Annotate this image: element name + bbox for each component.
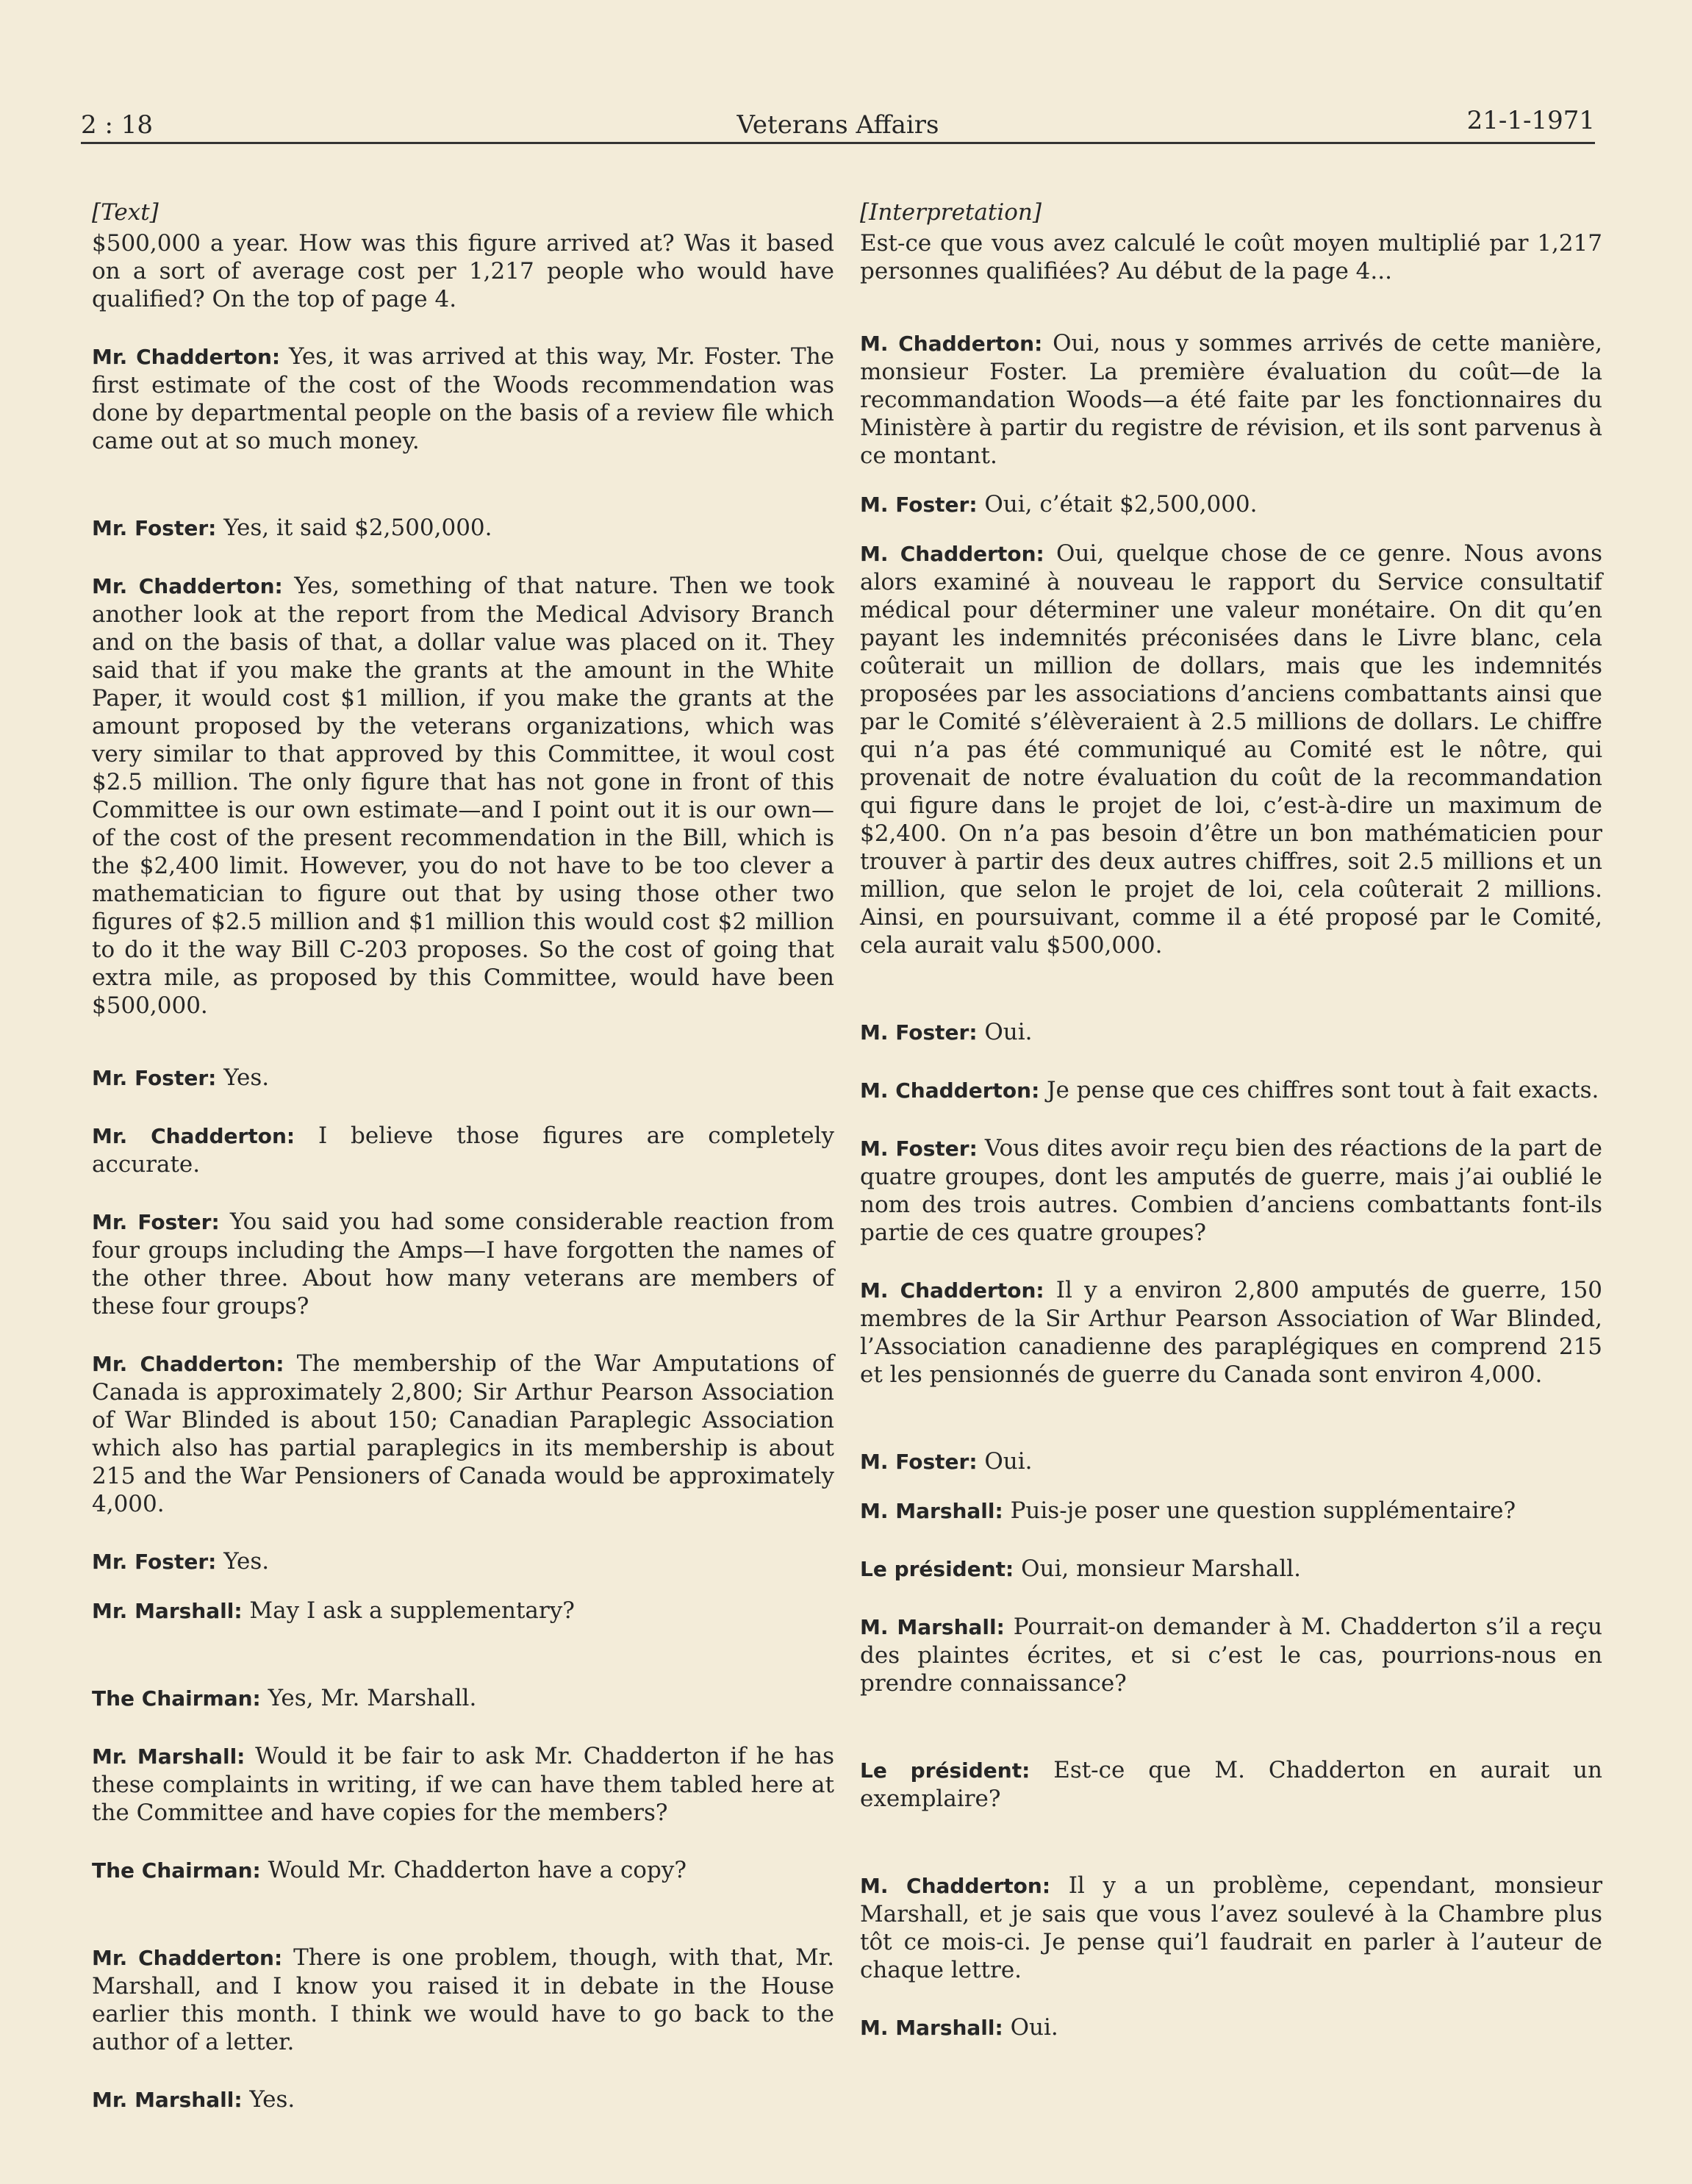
- speaker-name: M. Chadderton:: [860, 332, 1043, 356]
- paragraph: [92, 1684, 834, 1713]
- paragraph-text: Est-ce que M. Chadderton en aurait un exemplaire?: [860, 1757, 1602, 1812]
- paragraph-text: Would it be fair to ask Mr. Chadderton if he has these complaints in writing, if we can have them tabled here at the Committee and have copies for the members?: [92, 1743, 835, 1826]
- speaker-name: M. Marshall:: [860, 1615, 1005, 1639]
- paragraph-text: Oui, c’était $2,500,000.: [984, 491, 1258, 518]
- page-date: 21-1-1971: [1466, 106, 1595, 135]
- paragraph: [860, 1276, 1602, 1389]
- paragraph-text: Oui.: [984, 1448, 1033, 1475]
- paragraph-text: Yes, Mr. Marshall.: [268, 1685, 477, 1711]
- paragraph-text: There is one problem, though, with that, Mr. Marshall, and I know you raised it in debate in the House earlier this month. I think we would have to go back to the author of a letter.: [92, 1944, 835, 2055]
- paragraph: [860, 229, 1602, 285]
- paragraph: [860, 1872, 1602, 1984]
- paragraph: [860, 1555, 1602, 1583]
- paragraph-text: Yes, something of that nature. Then we took another look at the report from the Medical Advisory Branch and on the basis of that, a dollar value was placed on it. They said that if you make the grants at the amount in the White Paper, it would cost $1 million, if you make the grants at the amount proposed by the veterans organizations, which was very similar to that approved by this Committee, it woul cost $2.5 million. The only figure that has not gone in front of this Committee is our own estimate—and I point out it is our own—of the cost of the present recommendation in the Bill, which is the $2,400 limit. However, you do not have to be too clever a mathematician to figure out that by using those other two figures of $2.5 million and $1 million this would cost $2 million to do it the way Bill C-203 proposes. So the cost of going that extra mile, as proposed by this Committee, would have been $500,000.: [92, 573, 835, 1019]
- paragraph: [860, 1447, 1602, 1476]
- speaker-name: Mr. Marshall:: [92, 2088, 243, 2112]
- paragraph-text: Pourrait-on demander à M. Chadderton s’il a reçu des plaintes écrites, et si c’est le cas, pourrions-nous en prendre connaissance?: [860, 1614, 1602, 1697]
- header-rule: [81, 142, 1595, 144]
- paragraph-text: Puis-je poser une question supplémentaire?: [1010, 1497, 1516, 1524]
- left-column: [92, 198, 834, 2114]
- paragraph: [860, 1134, 1602, 1247]
- paragraph: [92, 1742, 834, 1827]
- speaker-name: M. Foster:: [860, 1450, 978, 1474]
- paragraph: [92, 1208, 834, 1320]
- paragraph: [860, 490, 1602, 519]
- speaker-name: M. Foster:: [860, 493, 978, 517]
- paragraph-text: Would Mr. Chadderton have a copy?: [268, 1857, 687, 1883]
- speaker-name: Mr. Foster:: [92, 516, 217, 540]
- paragraph: [860, 329, 1602, 470]
- paragraph: [860, 1756, 1602, 1813]
- paragraph: [92, 514, 834, 543]
- paragraph-text: $500,000 a year. How was this figure arrived at? Was it based on a sort of average cost per 1,217 people who would have qualified? On the top of page 4.: [92, 230, 834, 312]
- paragraph: [92, 1350, 834, 1518]
- column-label: [Interpretation]: [860, 199, 1042, 226]
- page-number: 2 : 18: [81, 110, 153, 140]
- speaker-name: M. Chadderton:: [860, 1278, 1044, 1303]
- paragraph: [92, 1064, 834, 1092]
- speaker-name: Le président:: [860, 1557, 1014, 1581]
- right-column: [860, 198, 1602, 2042]
- speaker-name: Mr. Marshall:: [92, 1744, 245, 1769]
- paragraph: [92, 572, 834, 1020]
- speaker-name: Mr. Chadderton:: [92, 574, 283, 598]
- column-label: [Text]: [92, 199, 159, 226]
- paragraph-text: Oui, nous y sommes arrivés de cette manière, monsieur Foster. La première évaluation du coût—de la recommandation Woods—a été faite par les fonctionnaires du Ministère à partir du registre de révision, et ils sont parvenus à ce montant.: [860, 330, 1602, 469]
- paragraph-text: Vous dites avoir reçu bien des réactions de la part de quatre groupes, dont les amputés de guerre, mais j’ai oublié le nom des trois autres. Combien d’anciens combattants font-ils partie de ces quatre groupes?: [860, 1135, 1602, 1246]
- speaker-name: Mr. Chadderton:: [92, 345, 281, 369]
- speaker-name: M. Marshall:: [860, 1499, 1003, 1523]
- page-title: Veterans Affairs: [736, 110, 939, 140]
- paragraph: [860, 1076, 1602, 1105]
- page-header: [81, 103, 1595, 147]
- speaker-name: Mr. Marshall:: [92, 1599, 243, 1623]
- paragraph: [92, 229, 834, 313]
- paragraph-text: Est-ce que vous avez calculé le coût moyen multiplié par 1,217 personnes qualifiées? Au début de la page 4...: [860, 230, 1602, 284]
- speaker-name: Mr. Foster:: [92, 1210, 220, 1234]
- paragraph-text: Oui.: [1010, 2014, 1058, 2041]
- paragraph-text: Yes, it was arrived at this way, Mr. Foster. The first estimate of the cost of the Woods recommendation was done by departmental people on the basis of a review file which came out at so much money.: [92, 343, 834, 454]
- paragraph-text: Oui, monsieur Marshall.: [1021, 1555, 1302, 1582]
- paragraph: [92, 2085, 834, 2114]
- paragraph: [860, 1613, 1602, 1697]
- paragraph-text: Yes.: [223, 1064, 270, 1091]
- paragraph-text: You said you had some considerable reaction from four groups including the Amps—I have forgotten the names of the other three. About how many veterans are members of these four groups?: [92, 1209, 835, 1320]
- paragraph-text: Yes.: [223, 1548, 270, 1575]
- paragraph-text: Yes.: [249, 2086, 295, 2113]
- paragraph: [92, 1597, 834, 1625]
- speaker-name: M. Foster:: [860, 1020, 978, 1045]
- paragraph: [92, 1856, 834, 1885]
- speaker-name: Mr. Chadderton:: [92, 1946, 283, 1970]
- paragraph-text: Oui, quelque chose de ce genre. Nous avons alors examiné à nouveau le rapport du Service consultatif médical pour déterminer une valeur monétaire. On dit qu’en payant les indemnités préconisées dans le Livre blanc, cela coûterait un million de dollars, mais que les indemnités proposées par les associations d’anciens combattants ainsi que par le Comité s’élèveraient à 2.5 millions de dollars. Le chiffre qui n’a pas été communiqué au Comité est le nôtre, qui provenait de notre évaluation du coût de la recommandation qui figure dans le projet de loi, c’est-à-dire un maximum de $2,400. On n’a pas besoin d’être un bon mathématicien pour trouver à partir des deux autres chiffres, soit 2.5 millions et un million, que selon le projet de loi, cela coûterait 2 millions. Ainsi, en poursuivant, comme il a été proposé par le Comité, cela aurait valu $500,000.: [860, 540, 1603, 959]
- paragraph: [92, 1944, 834, 2056]
- paragraph-text: Je pense que ces chiffres sont tout à fait exacts.: [1047, 1077, 1599, 1103]
- speaker-name: Mr. Chadderton:: [92, 1124, 295, 1148]
- paragraph: [92, 343, 834, 455]
- speaker-name: M. Foster:: [860, 1136, 978, 1161]
- speaker-name: M. Chadderton:: [860, 1078, 1040, 1103]
- speaker-name: Mr. Foster:: [92, 1550, 217, 1574]
- speaker-name: Mr. Foster:: [92, 1066, 217, 1090]
- speaker-name: Mr. Chadderton:: [92, 1352, 284, 1376]
- speaker-name: The Chairman:: [92, 1858, 261, 1883]
- speaker-name: The Chairman:: [92, 1686, 261, 1711]
- paragraph-text: Oui.: [984, 1019, 1033, 1045]
- speaker-name: M. Chadderton:: [860, 1874, 1051, 1898]
- paragraph: [860, 2013, 1602, 2042]
- paragraph: [860, 1018, 1602, 1047]
- paragraph: [860, 1497, 1602, 1525]
- paragraph-text: Yes, it said $2,500,000.: [223, 515, 492, 541]
- paragraph-text: I believe those figures are completely accurate.: [92, 1123, 835, 1178]
- paragraph: [860, 540, 1602, 959]
- paragraph-text: Il y a environ 2,800 amputés de guerre, 150 membres de la Sir Arthur Pearson Association of War Blinded, l’Association canadienne des paraplégiques en comprend 215 et les pensionnés de guerre du Canada sont environ 4,000.: [860, 1277, 1603, 1388]
- speaker-name: M. Chadderton:: [860, 542, 1044, 566]
- speaker-name: Le président:: [860, 1758, 1030, 1783]
- paragraph-text: The membership of the War Amputations of Canada is approximately 2,800; Sir Arthur Pearson Association of War Blinded is about 150; Canadian Paraplegic Association which also has partial paraplegics in its membership is about 215 and the War Pensioners of Canada would be approximately 4,000.: [92, 1350, 835, 1517]
- paragraph: [92, 1122, 834, 1178]
- paragraph: [92, 1547, 834, 1576]
- paragraph-text: May I ask a supplementary?: [249, 1597, 575, 1624]
- speaker-name: M. Marshall:: [860, 2016, 1003, 2040]
- paragraph-text: Il y a un problème, cependant, monsieur Marshall, et je sais que vous l’avez soulevé à la Chambre plus tôt ce mois-ci. Je pense qui’l faudrait en parler à l’auteur de chaque lettre.: [860, 1872, 1603, 1983]
